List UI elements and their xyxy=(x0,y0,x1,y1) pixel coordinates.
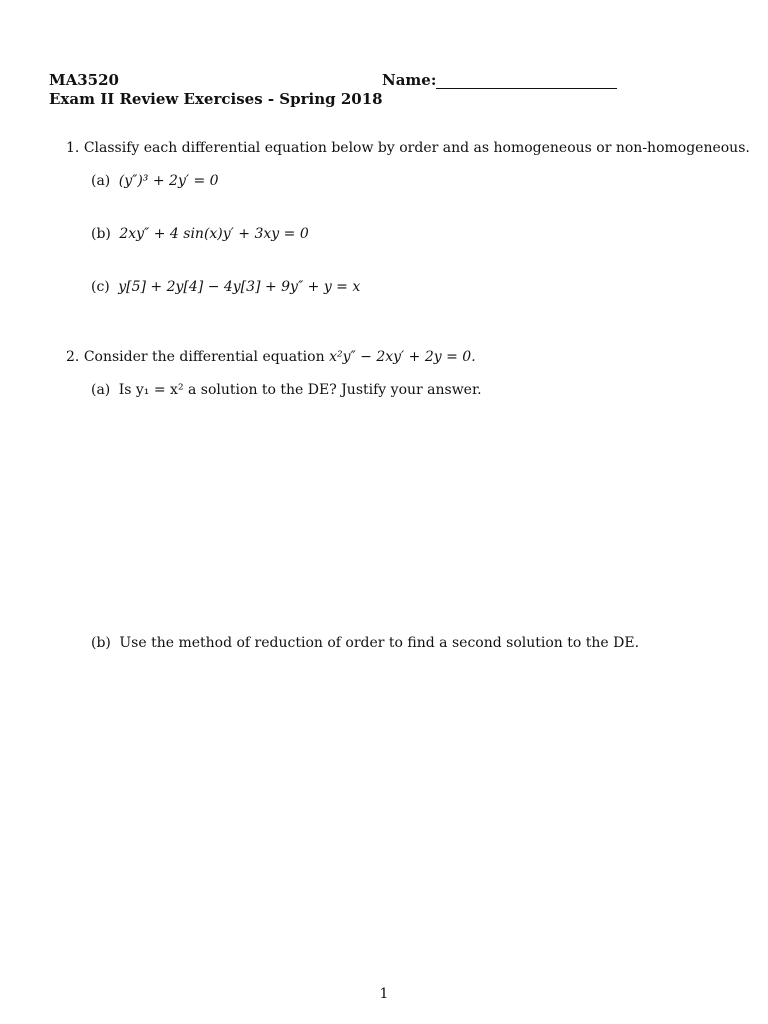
question-1c xyxy=(91,279,360,295)
question-2a-text: Is y₁ = x² a solution to the DE? Justify your answer. xyxy=(118,382,482,398)
question-1 xyxy=(66,140,750,156)
question-1-text: Classify each differential equation below by order and as homogeneous or non-homogeneous. xyxy=(83,140,750,156)
question-1b-equation: 2xy″ + 4 sin(x)y′ + 3xy = 0 xyxy=(119,226,309,242)
question-1a xyxy=(91,173,219,189)
question-2a xyxy=(91,382,482,398)
page-number: 1 xyxy=(379,986,389,1002)
question-1a-label: (a) xyxy=(91,173,111,189)
question-2a-label: (a) xyxy=(91,382,111,398)
name-label: Name: xyxy=(382,71,437,89)
name-blank-line xyxy=(436,72,617,89)
question-2b-label: (b) xyxy=(91,635,111,651)
course-code: MA3520 xyxy=(49,71,119,89)
name-field xyxy=(382,71,617,89)
question-2-number: 2. xyxy=(66,349,80,365)
question-2b-text: Use the method of reduction of order to find a second solution to the DE. xyxy=(119,635,640,651)
question-1c-equation: y[5] + 2y[4] − 4y[3] + 9y″ + y = x xyxy=(118,279,361,295)
question-1a-equation: (y″)³ + 2y′ = 0 xyxy=(118,173,219,189)
question-2b xyxy=(91,635,639,651)
question-2-equation: x²y″ − 2xy′ + 2y = 0. xyxy=(329,349,476,365)
question-1b xyxy=(91,226,309,242)
question-1c-label: (c) xyxy=(91,279,110,295)
exam-title: Exam II Review Exercises - Spring 2018 xyxy=(49,90,383,108)
question-1-number: 1. xyxy=(66,140,80,156)
question-1b-label: (b) xyxy=(91,226,111,242)
question-2 xyxy=(66,349,476,365)
question-2-text: Consider the differential equation xyxy=(83,349,325,365)
